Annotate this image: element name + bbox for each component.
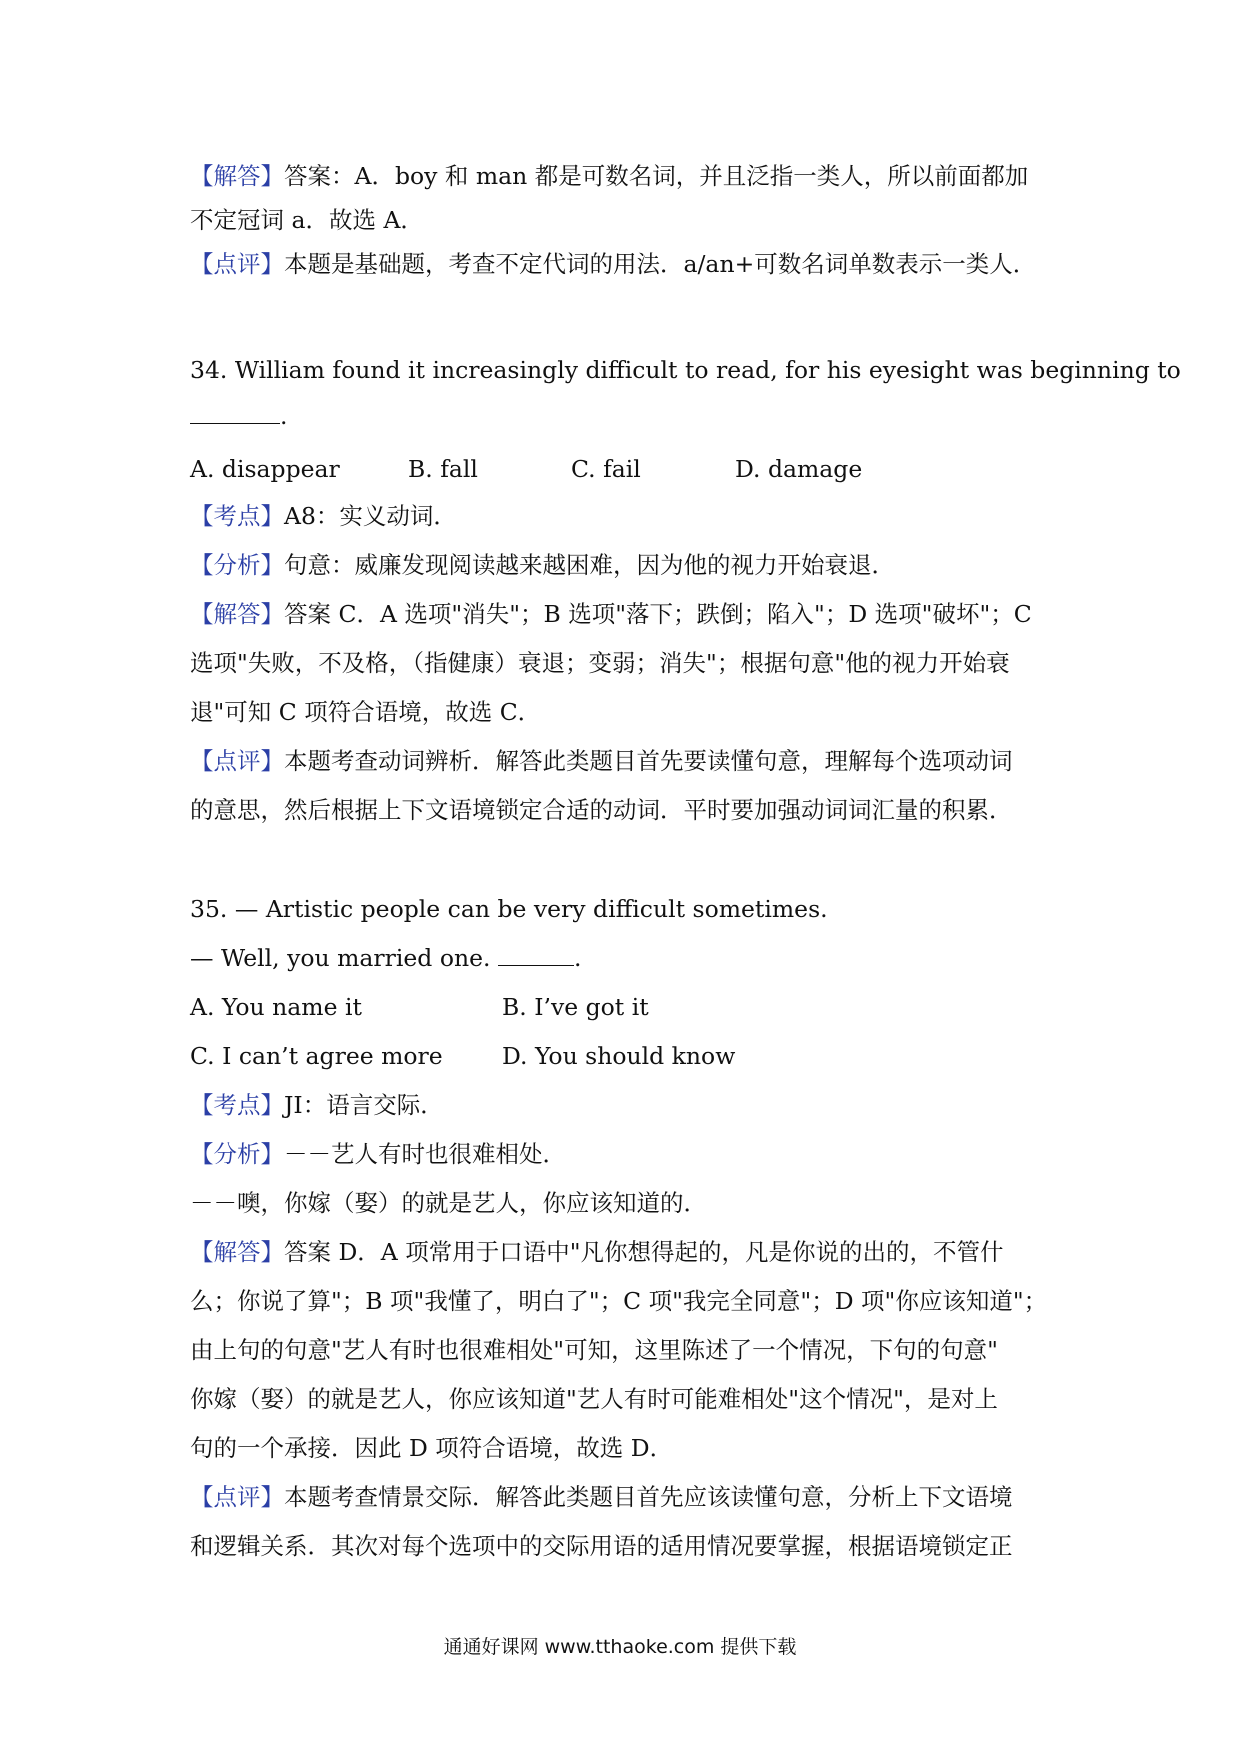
q35-answer-line5: 句的一个承接．因此 D 项符合语境，故选 D． [190, 1434, 674, 1462]
comment-tag: 【点评】 [190, 1483, 284, 1511]
comment-tag: 【点评】 [190, 747, 284, 775]
answer-tag: 【解答】 [190, 162, 284, 190]
q35-option-c: C. I can’t agree more [190, 1042, 443, 1070]
q34-comment-line2: 的意思，然后根据上下文语境锁定合适的动词．平时要加强动词词汇量的积累． [190, 796, 1013, 824]
q35-comment-line1: 本题考查情景交际．解答此类题目首先应该读懂句意，分析上下文语境 [284, 1483, 1013, 1511]
q34-option-b: B. fall [408, 455, 478, 483]
q33-comment-line1: 本题是基础题，考查不定代词的用法．a/an+可数名词单数表示一类人． [284, 250, 1037, 278]
q34-answer-line1: 答案 C．A 选项"消失"；B 选项"落下；跌倒；陷入"；D 选项"破坏"；C [284, 600, 1032, 628]
q34-analysis-text: 句意：威廉发现阅读越来越困难，因为他的视力开始衰退． [284, 551, 895, 579]
q34-answer-line3: 退"可知 C 项符合语境，故选 C． [190, 698, 542, 726]
answer-tag: 【解答】 [190, 1238, 284, 1266]
q35-stem-suffix: . [573, 944, 582, 972]
q35-analysis-text: －－艺人有时也很难相处． [284, 1140, 566, 1168]
q35-comment-line2: 和逻辑关系．其次对每个选项中的交际用语的适用情况要掌握，根据语境锁定正 [190, 1532, 1013, 1560]
q35-answer-line4: 你嫁（娶）的就是艺人，你应该知道"艺人有时可能难相处"这个情况"，是对上 [190, 1385, 998, 1413]
q35-comment [190, 1481, 1070, 1513]
q34-point-text: A8：实义动词． [284, 502, 457, 530]
q33-answer-line2: 不定冠词 a．故选 A． [190, 206, 424, 234]
q33-comment [190, 248, 1070, 280]
comment-tag: 【点评】 [190, 250, 284, 278]
q35-point-text: JI：语言交际． [284, 1091, 444, 1119]
q34-stem-line1: 34. William found it increasingly difficult to read, for his eyesight was beginning to [190, 356, 1181, 384]
q35-stem-line1: 35. — Artistic people can be very difficult sometimes. [190, 895, 828, 923]
q34-comment-line1: 本题考查动词辨析．解答此类题目首先要读懂句意，理解每个选项动词 [284, 747, 1013, 775]
answer-blank [190, 401, 280, 424]
q35-option-a: A. You name it [190, 993, 362, 1021]
analysis-tag: 【分析】 [190, 551, 284, 579]
q34-stem-suffix: . [280, 402, 288, 430]
q35-option-b: B. I’ve got it [502, 993, 649, 1021]
q34-answer [190, 598, 1070, 630]
q35-answer-line2: 么；你说了算"；B 项"我懂了，明白了"；C 项"我完全同意"；D 项"你应该知道"； [190, 1287, 1048, 1315]
q33-answer [190, 160, 1070, 192]
point-tag: 【考点】 [190, 502, 284, 530]
point-tag: 【考点】 [190, 1091, 284, 1119]
q35-stem-prefix: — Well, you married one. [190, 944, 498, 972]
q34-analysis [190, 549, 1070, 581]
answer-tag: 【解答】 [190, 600, 284, 628]
q34-answer-line2: 选项"失败，不及格，（指健康）衰退；变弱；消失"；根据句意"他的视力开始衰 [190, 649, 1010, 677]
q35-point [190, 1089, 1070, 1121]
q33-answer-line1: 答案：A．boy 和 man 都是可数名词，并且泛指一类人，所以前面都加 [284, 162, 1029, 190]
q35-analysis [190, 1138, 1070, 1170]
analysis-tag: 【分析】 [190, 1140, 284, 1168]
answer-blank [498, 943, 574, 966]
q35-answer [190, 1236, 1070, 1268]
q34-option-d: D. damage [735, 455, 863, 483]
q35-answer-line3: 由上句的句意"艺人有时也很难相处"可知，这里陈述了一个情况，下句的句意" [190, 1336, 998, 1364]
q34-option-c: C. fail [571, 455, 641, 483]
q35-analysis-line2: －－噢，你嫁（娶）的就是艺人，你应该知道的． [190, 1189, 707, 1217]
page-footer: 通通好课网 www.tthaoke.com 提供下载 [443, 1636, 797, 1658]
q35-option-d: D. You should know [502, 1042, 736, 1070]
q35-stem-line2 [190, 942, 1070, 974]
q34-stem-line2 [190, 400, 1070, 432]
q34-comment [190, 745, 1070, 777]
q34-point [190, 500, 1070, 532]
q34-option-a: A. disappear [190, 455, 340, 483]
q35-answer-line1: 答案 D．A 项常用于口语中"凡你想得起的，凡是你说的出的，不管什 [284, 1238, 1004, 1266]
